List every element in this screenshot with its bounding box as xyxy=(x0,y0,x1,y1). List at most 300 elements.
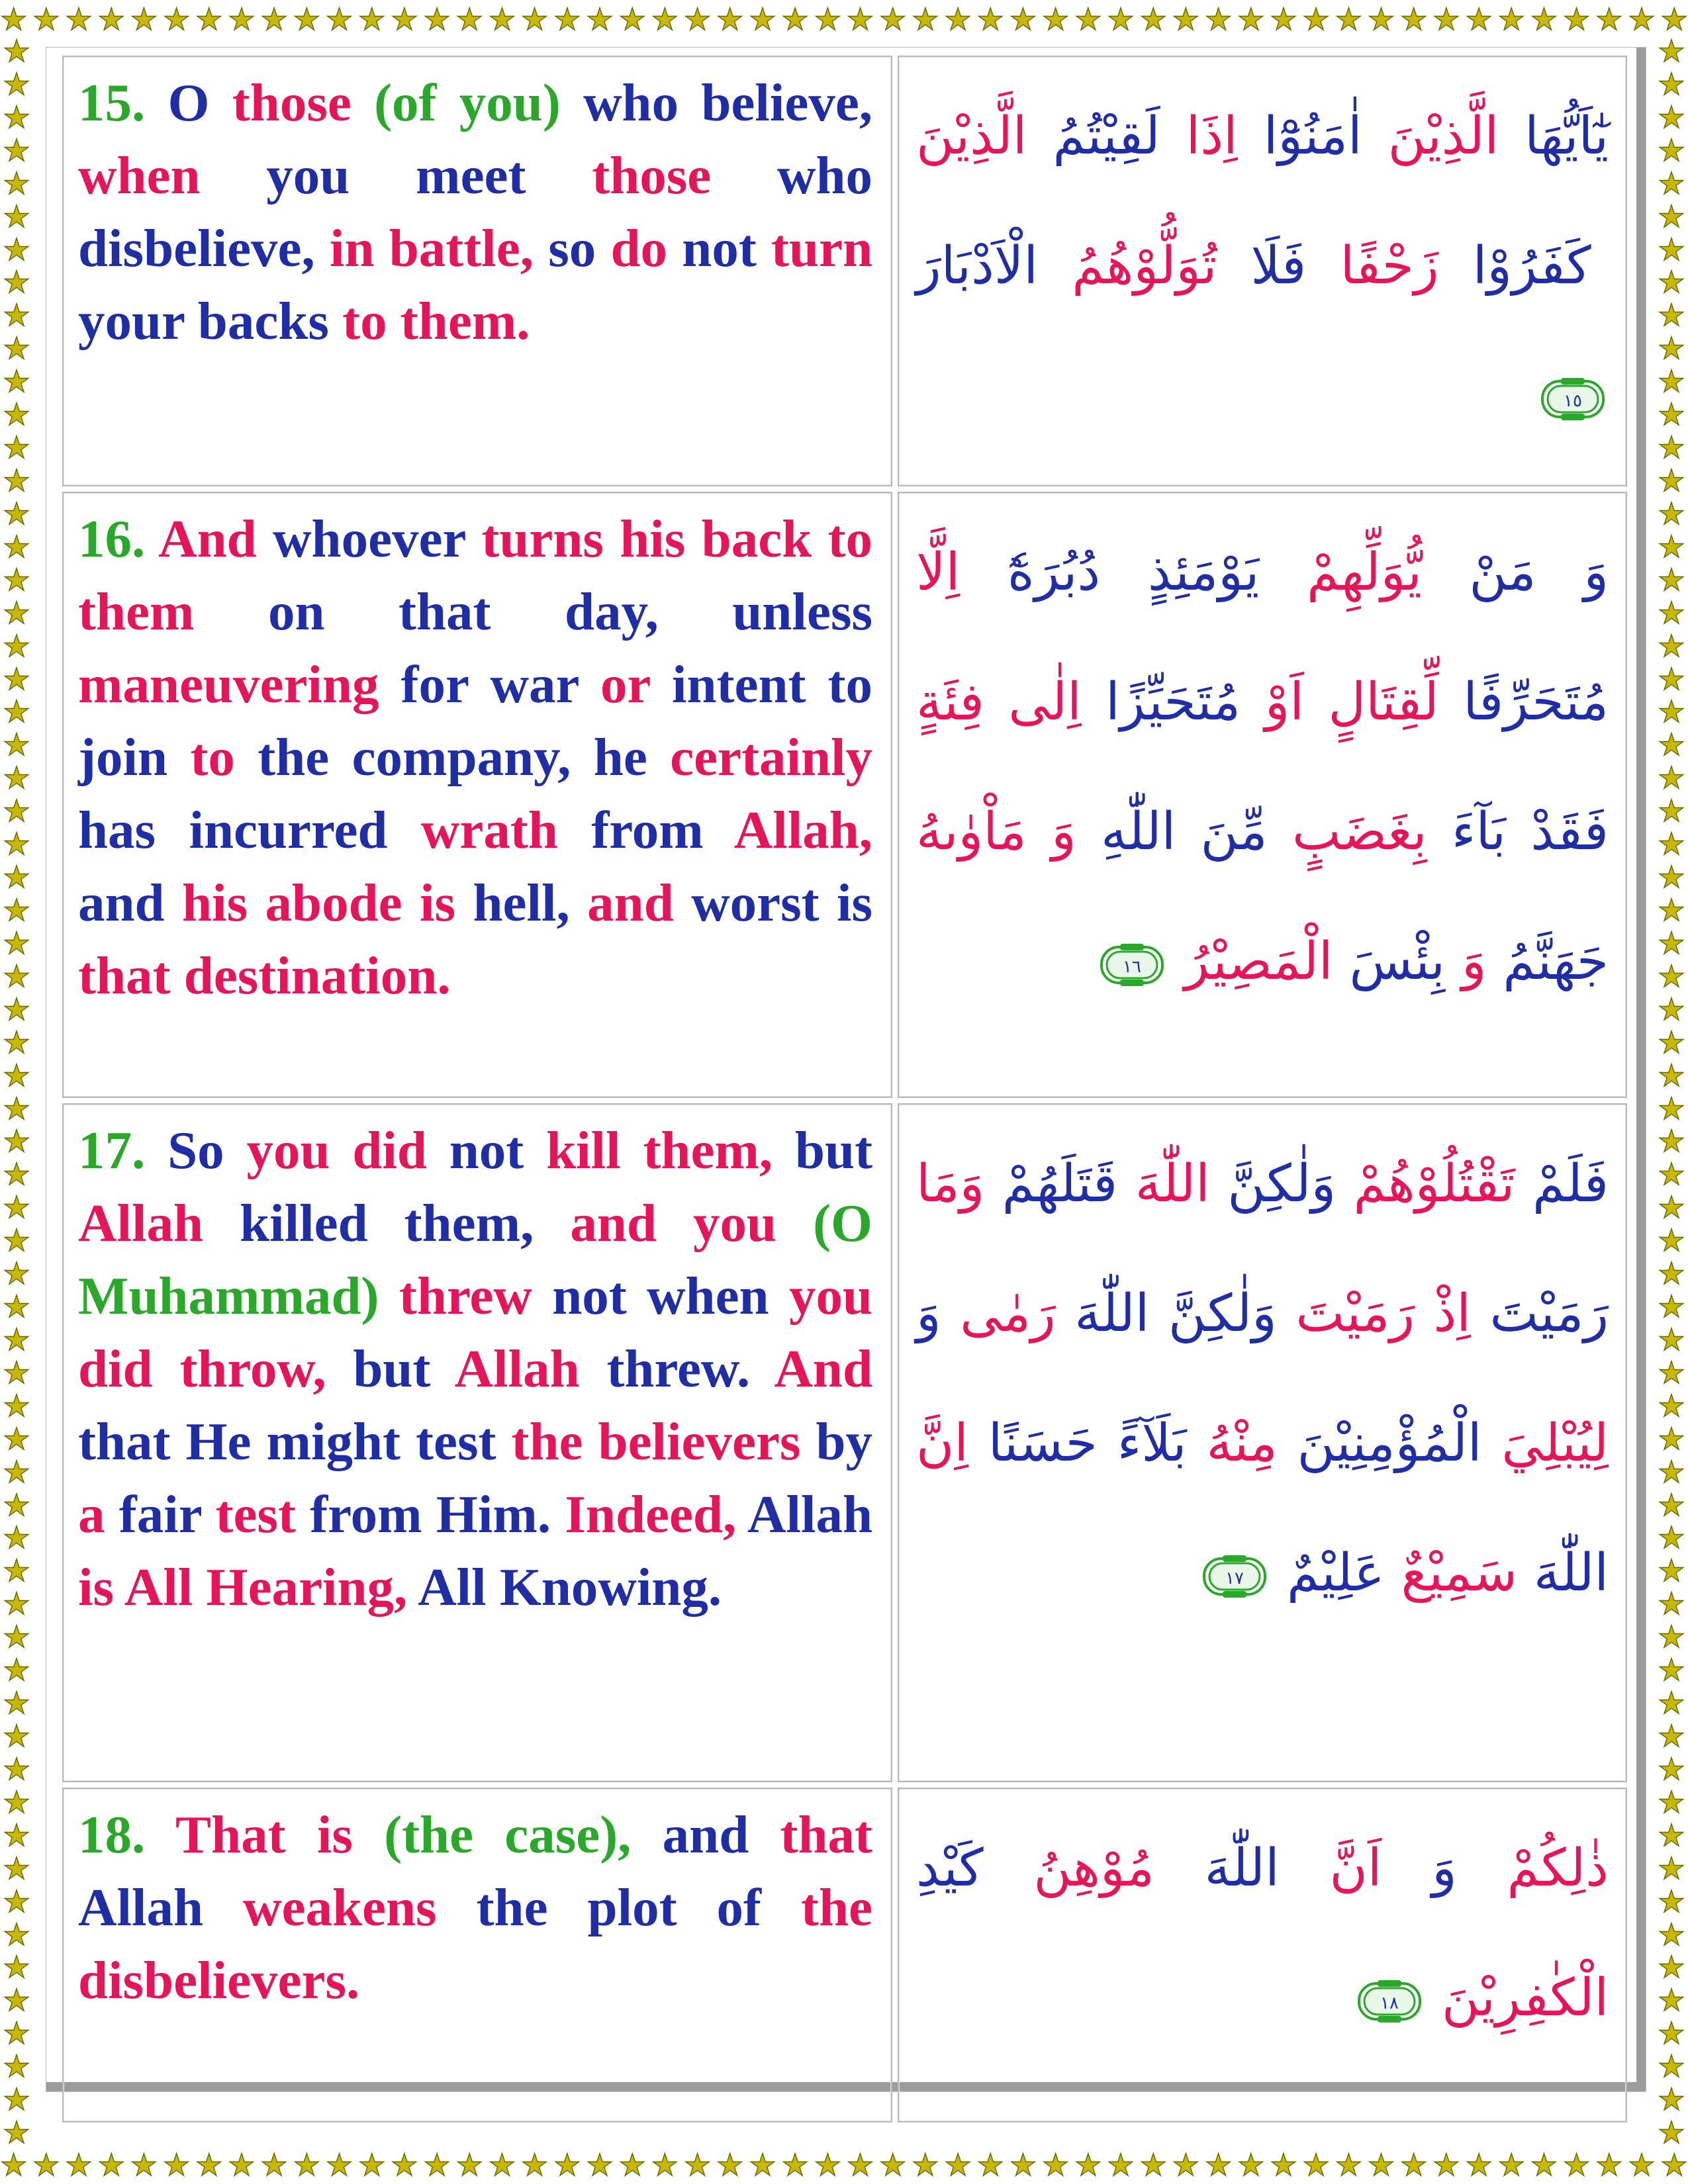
star-icon: ★ xyxy=(391,3,418,36)
star-icon: ★ xyxy=(1367,3,1395,36)
star-icon: ★ xyxy=(944,2148,972,2181)
english-text xyxy=(78,1805,872,2010)
star-icon: ★ xyxy=(3,958,30,994)
star-icon: ★ xyxy=(1658,132,1685,168)
star-border-left xyxy=(0,36,33,2148)
arabic-word: وَلٰكِنَّ xyxy=(1168,1284,1277,1343)
star-icon: ★ xyxy=(162,3,191,36)
arabic-word: الَّذِيْنَ xyxy=(916,107,1027,166)
arabic-word: يَوْمَئِذٍ xyxy=(1148,543,1260,602)
star-icon: ★ xyxy=(1530,3,1558,36)
english-phrase: when xyxy=(78,146,201,205)
star-icon: ★ xyxy=(1658,1453,1685,1490)
star-icon: ★ xyxy=(618,2148,646,2181)
english-phrase: your backs xyxy=(78,291,329,351)
ayah-number: ١٨ xyxy=(1380,1993,1399,2013)
arabic-word: وَلٰكِنَّ xyxy=(1227,1154,1336,1214)
arabic-word: وَ xyxy=(1461,932,1487,991)
star-icon: ★ xyxy=(3,2081,30,2118)
english-phrase: that He might test xyxy=(78,1412,496,1471)
arabic-word: مُتَحَرِّفًا xyxy=(1463,672,1609,732)
english-phrase: threw. xyxy=(606,1339,751,1398)
star-icon: ★ xyxy=(1335,3,1362,36)
star-icon: ★ xyxy=(1107,3,1135,36)
star-icon: ★ xyxy=(716,3,744,36)
english-phrase: Allah xyxy=(454,1339,580,1398)
english-translation-cell xyxy=(62,492,892,1098)
english-phrase: killed them, xyxy=(240,1193,534,1253)
star-icon: ★ xyxy=(228,2148,256,2181)
star-icon: ★ xyxy=(3,1255,30,1292)
star-icon: ★ xyxy=(1658,2048,1685,2085)
arabic-word: بِغَضَبٍ xyxy=(1291,802,1427,862)
arabic-text-cell xyxy=(898,1103,1627,1782)
arabic-word: اللّٰهَ xyxy=(1135,1154,1210,1214)
star-icon: ★ xyxy=(0,3,28,36)
arabic-word: مَاْوٰىهُ xyxy=(916,802,1027,862)
english-phrase: threw xyxy=(399,1266,532,1326)
arabic-word: اِنَّ xyxy=(916,1414,968,1473)
star-icon: ★ xyxy=(3,2015,30,2052)
star-icon: ★ xyxy=(3,1156,30,1193)
english-phrase: (O Muhammad) xyxy=(78,1193,873,1326)
star-icon: ★ xyxy=(455,3,483,36)
english-phrase: so xyxy=(548,218,596,278)
star-icon: ★ xyxy=(1658,1685,1685,1721)
english-text xyxy=(78,1120,872,1617)
verse-row xyxy=(62,56,1627,486)
arabic-word: مُتَحَيِّزًا xyxy=(1105,672,1241,732)
arabic-word: اللّٰهَ xyxy=(1204,1839,1280,1898)
star-icon: ★ xyxy=(3,1289,30,1325)
star-icon: ★ xyxy=(521,2148,549,2181)
english-phrase: That xyxy=(175,1805,286,1864)
star-icon: ★ xyxy=(1658,1718,1685,1754)
star-icon: ★ xyxy=(423,3,451,36)
star-icon: ★ xyxy=(1658,2015,1685,2052)
arabic-word: اٰمَنُوْٓا xyxy=(1263,107,1362,166)
star-icon: ★ xyxy=(1658,1586,1685,1622)
english-phrase: certainly xyxy=(670,727,873,787)
english-phrase: and xyxy=(587,873,674,933)
star-icon: ★ xyxy=(1563,2148,1591,2181)
star-icon: ★ xyxy=(3,36,30,69)
star-icon: ★ xyxy=(3,627,30,664)
star-icon: ★ xyxy=(3,1520,30,1556)
star-icon: ★ xyxy=(1658,958,1685,994)
english-phrase: you meet xyxy=(266,146,526,205)
star-icon: ★ xyxy=(1658,1883,1685,1919)
star-icon: ★ xyxy=(814,2148,841,2181)
english-phrase: O xyxy=(167,73,210,132)
star-icon: ★ xyxy=(1658,1486,1685,1523)
english-phrase: Indeed, xyxy=(565,1484,737,1544)
english-phrase: whoever xyxy=(273,509,465,569)
english-phrase: the xyxy=(476,1878,548,1937)
english-phrase: (of you) xyxy=(374,73,561,132)
english-phrase: do xyxy=(610,218,668,278)
star-icon: ★ xyxy=(1400,2148,1428,2181)
english-phrase: he xyxy=(593,727,647,787)
star-icon: ★ xyxy=(1658,99,1685,135)
star-icon: ★ xyxy=(130,2148,158,2181)
star-icon: ★ xyxy=(3,1057,30,1093)
star-icon: ★ xyxy=(228,3,256,36)
star-icon: ★ xyxy=(1658,1420,1685,1457)
star-icon: ★ xyxy=(1658,925,1685,961)
star-icon: ★ xyxy=(3,1850,30,1886)
star-icon: ★ xyxy=(1595,2148,1623,2181)
english-phrase: the believers xyxy=(511,1412,801,1471)
star-icon: ★ xyxy=(1530,2148,1558,2181)
star-icon: ★ xyxy=(1658,627,1685,664)
english-translation-cell xyxy=(62,1103,892,1782)
arabic-word: حَسَنًا xyxy=(988,1414,1098,1473)
star-icon: ★ xyxy=(651,3,679,36)
arabic-word: مُوْهِنُ xyxy=(1033,1839,1154,1898)
english-phrase: the disbelievers. xyxy=(78,1878,872,2010)
english-phrase: or xyxy=(600,655,650,714)
arabic-word: رَمَيْتَ xyxy=(1489,1284,1609,1343)
arabic-text xyxy=(916,543,1609,991)
english-phrase: Allah xyxy=(747,1484,873,1544)
star-icon: ★ xyxy=(781,2148,809,2181)
star-icon: ★ xyxy=(1658,1751,1685,1787)
star-icon: ★ xyxy=(3,1321,30,1357)
verse-table xyxy=(57,50,1632,2128)
star-icon: ★ xyxy=(1432,2148,1460,2181)
verse-number: 18. xyxy=(78,1805,146,1864)
star-icon: ★ xyxy=(1658,760,1685,796)
english-phrase: turns his back xyxy=(481,509,812,569)
star-icon: ★ xyxy=(3,760,30,796)
star-icon: ★ xyxy=(293,3,320,36)
star-icon: ★ xyxy=(3,1123,30,1160)
star-icon: ★ xyxy=(1658,891,1685,928)
arabic-text xyxy=(916,107,1609,296)
star-icon: ★ xyxy=(3,561,30,598)
english-phrase: that xyxy=(780,1805,872,1864)
star-icon: ★ xyxy=(1497,2148,1525,2181)
english-phrase: when xyxy=(647,1266,769,1326)
english-phrase: turn xyxy=(771,218,873,278)
english-phrase: has incurred xyxy=(78,800,388,860)
arabic-word: وَ xyxy=(1051,802,1076,862)
star-icon: ★ xyxy=(423,2148,451,2181)
star-icon: ★ xyxy=(260,2148,288,2181)
star-icon: ★ xyxy=(325,2148,353,2181)
star-icon: ★ xyxy=(1658,165,1685,201)
arabic-word: الْمَصِيْرُ xyxy=(1184,932,1333,991)
star-icon: ★ xyxy=(976,3,1004,36)
star-icon: ★ xyxy=(3,1420,30,1457)
arabic-word: عَلِيْمٌ xyxy=(1287,1543,1385,1603)
star-icon: ★ xyxy=(1658,991,1685,1027)
star-icon: ★ xyxy=(32,3,60,36)
english-phrase: to them xyxy=(78,509,873,641)
star-icon: ★ xyxy=(1658,264,1685,300)
star-icon: ★ xyxy=(1270,3,1297,36)
english-translation-cell xyxy=(62,1788,892,2122)
arabic-word: تُوَلُّوْهُمُ xyxy=(1072,236,1217,296)
star-icon: ★ xyxy=(391,2148,418,2181)
star-icon: ★ xyxy=(1432,3,1460,36)
star-icon: ★ xyxy=(1658,1222,1685,1259)
arabic-word: كَفَرُوْا xyxy=(1472,236,1591,296)
english-phrase: hell, xyxy=(473,873,570,933)
arabic-word: يٰٓاَيُّهَا xyxy=(1524,107,1609,166)
star-icon: ★ xyxy=(1658,859,1685,895)
star-icon: ★ xyxy=(1302,3,1330,36)
star-icon: ★ xyxy=(3,165,30,201)
star-icon: ★ xyxy=(1658,1916,1685,1952)
star-icon: ★ xyxy=(1658,231,1685,267)
arabic-word: دُبُرَهٗٓ xyxy=(1007,543,1101,602)
star-icon: ★ xyxy=(3,1354,30,1390)
english-phrase: Allah xyxy=(78,1193,204,1253)
english-phrase: maneuvering xyxy=(78,655,379,714)
arabic-word: تَقْتُلُوْهُمْ xyxy=(1353,1154,1515,1214)
star-icon: ★ xyxy=(3,1685,30,1721)
ayah-end-marker-icon xyxy=(1541,377,1605,421)
star-icon: ★ xyxy=(130,3,158,36)
arabic-text-cell xyxy=(898,492,1627,1098)
english-phrase: who believe, xyxy=(583,73,873,132)
star-icon: ★ xyxy=(3,297,30,334)
star-icon: ★ xyxy=(1658,198,1685,234)
arabic-word: الْكٰفِرِيْنَ xyxy=(1441,1968,1609,2028)
star-icon: ★ xyxy=(3,1652,30,1688)
english-phrase: to join xyxy=(78,655,872,787)
english-phrase: kill them, xyxy=(546,1120,773,1180)
english-phrase: who disbelieve, xyxy=(78,146,872,278)
star-icon: ★ xyxy=(1658,727,1685,763)
english-phrase: to them. xyxy=(342,291,530,351)
english-phrase: All Knowing. xyxy=(418,1557,722,1617)
star-icon: ★ xyxy=(683,3,712,36)
arabic-word: لَقِيْتُمُ xyxy=(1053,107,1160,166)
arabic-word: اِذَا xyxy=(1186,107,1238,166)
arabic-word: رَمَيْتَ xyxy=(1295,1284,1415,1343)
star-icon: ★ xyxy=(293,2148,320,2181)
star-icon: ★ xyxy=(195,3,223,36)
english-phrase: those xyxy=(232,73,352,132)
verse-row xyxy=(62,1788,1627,2122)
english-text xyxy=(78,509,872,1005)
star-icon: ★ xyxy=(358,3,386,36)
star-icon: ★ xyxy=(1658,694,1685,730)
star-icon: ★ xyxy=(1237,3,1265,36)
star-icon: ★ xyxy=(3,793,30,829)
star-icon: ★ xyxy=(1658,36,1685,69)
star-icon: ★ xyxy=(3,594,30,631)
star-icon: ★ xyxy=(1658,1321,1685,1357)
star-icon: ★ xyxy=(1658,1123,1685,1160)
star-icon: ★ xyxy=(749,2148,776,2181)
verse-number: 17. xyxy=(78,1120,146,1180)
star-icon: ★ xyxy=(3,430,30,466)
star-icon: ★ xyxy=(1042,2148,1070,2181)
star-icon: ★ xyxy=(3,1982,30,2019)
verse-number: 15. xyxy=(78,73,146,132)
star-icon: ★ xyxy=(1658,495,1685,531)
arabic-word: الْاَدْبَارَ xyxy=(916,236,1039,296)
star-icon: ★ xyxy=(1139,2148,1167,2181)
star-icon: ★ xyxy=(1172,2148,1199,2181)
english-phrase: abode xyxy=(265,873,402,933)
star-icon: ★ xyxy=(1658,1255,1685,1292)
star-icon: ★ xyxy=(1042,3,1070,36)
arabic-text xyxy=(916,1154,1609,1603)
star-icon: ★ xyxy=(358,2148,386,2181)
star-icon: ★ xyxy=(1139,3,1167,36)
arabic-word: رَمٰى xyxy=(960,1284,1056,1343)
english-phrase: you xyxy=(246,1120,330,1180)
star-icon: ★ xyxy=(3,727,30,763)
star-icon: ★ xyxy=(1563,3,1591,36)
star-icon: ★ xyxy=(1658,1949,1685,1985)
arabic-text-cell xyxy=(898,1788,1627,2122)
star-icon: ★ xyxy=(1107,2148,1135,2181)
arabic-word: اِذْ xyxy=(1433,1284,1471,1343)
star-icon: ★ xyxy=(3,1024,30,1060)
english-phrase: from Him. xyxy=(310,1484,551,1544)
star-icon: ★ xyxy=(1658,363,1685,400)
english-phrase: those xyxy=(592,146,712,205)
star-icon: ★ xyxy=(1658,1354,1685,1390)
star-icon: ★ xyxy=(3,330,30,367)
star-icon: ★ xyxy=(879,2148,907,2181)
star-icon: ★ xyxy=(3,1387,30,1424)
english-phrase: did xyxy=(352,1120,427,1180)
star-icon: ★ xyxy=(1465,2148,1493,2181)
star-icon: ★ xyxy=(1628,3,1656,36)
english-phrase: that destination. xyxy=(78,946,451,1005)
star-icon: ★ xyxy=(1658,561,1685,598)
english-phrase: but xyxy=(353,1339,431,1398)
star-icon: ★ xyxy=(3,1883,30,1919)
star-icon: ★ xyxy=(488,3,516,36)
star-icon: ★ xyxy=(586,3,614,36)
star-icon: ★ xyxy=(3,826,30,862)
star-icon: ★ xyxy=(1658,594,1685,631)
english-phrase: and xyxy=(570,1193,657,1253)
star-icon: ★ xyxy=(3,1553,30,1589)
star-icon: ★ xyxy=(1658,430,1685,466)
arabic-word: مِّنَ اللّٰهِ xyxy=(1101,802,1268,862)
star-icon: ★ xyxy=(1658,1619,1685,1655)
star-icon: ★ xyxy=(3,660,30,697)
arabic-word: اِلٰى xyxy=(1008,672,1082,732)
arabic-word: مِنْهُ xyxy=(1206,1414,1278,1473)
star-icon: ★ xyxy=(3,2115,30,2148)
star-icon: ★ xyxy=(3,495,30,531)
ayah-end-marker-icon xyxy=(1100,943,1164,987)
star-icon: ★ xyxy=(1074,3,1102,36)
star-icon: ★ xyxy=(553,3,581,36)
star-icon: ★ xyxy=(912,2148,939,2181)
verse-number: 16. xyxy=(78,509,146,569)
arabic-word: فَلَا xyxy=(1250,236,1307,296)
star-icon: ★ xyxy=(1658,1982,1685,2019)
star-icon: ★ xyxy=(1658,660,1685,697)
star-icon: ★ xyxy=(521,3,549,36)
english-phrase: is xyxy=(420,873,456,933)
star-icon: ★ xyxy=(3,462,30,498)
arabic-word: وَ xyxy=(1432,1839,1457,1898)
arabic-word: اللّٰهَ xyxy=(1533,1543,1609,1603)
english-phrase: fair xyxy=(118,1484,202,1544)
star-icon: ★ xyxy=(260,3,288,36)
ayah-number: ١٥ xyxy=(1564,390,1582,411)
ayah-end-marker-icon xyxy=(1203,1555,1266,1598)
arabic-word: اللّٰهَ xyxy=(1074,1284,1150,1343)
star-icon: ★ xyxy=(3,891,30,928)
arabic-word: الَّذِيْنَ xyxy=(1387,107,1499,166)
english-translation-cell xyxy=(62,56,892,486)
star-icon: ★ xyxy=(1658,1090,1685,1126)
arabic-word: اَنَّ xyxy=(1329,1839,1382,1898)
english-phrase: for war xyxy=(400,655,579,714)
star-icon: ★ xyxy=(944,3,972,36)
star-icon: ★ xyxy=(3,1817,30,1853)
star-icon: ★ xyxy=(1400,3,1428,36)
star-icon: ★ xyxy=(1658,793,1685,829)
arabic-word: لِّقِتَالٍ xyxy=(1328,672,1439,732)
star-icon: ★ xyxy=(3,1090,30,1126)
english-phrase: a xyxy=(78,1484,105,1544)
english-phrase: on that day, unless xyxy=(267,582,872,641)
arabic-word: وَ xyxy=(916,1284,941,1343)
star-icon: ★ xyxy=(1658,1652,1685,1688)
english-phrase: plot xyxy=(587,1878,677,1937)
star-icon: ★ xyxy=(1658,528,1685,565)
star-icon: ★ xyxy=(3,231,30,267)
verse-row xyxy=(62,492,1627,1098)
star-icon: ★ xyxy=(3,1486,30,1523)
star-icon: ★ xyxy=(1172,3,1199,36)
star-icon: ★ xyxy=(1074,2148,1102,2181)
star-icon: ★ xyxy=(846,3,874,36)
arabic-word: قَتَلَهُمْ xyxy=(1002,1154,1118,1214)
star-icon: ★ xyxy=(65,2148,93,2181)
star-icon: ★ xyxy=(3,1222,30,1259)
star-icon: ★ xyxy=(3,66,30,102)
star-icon: ★ xyxy=(651,2148,679,2181)
star-icon: ★ xyxy=(325,3,353,36)
star-icon: ★ xyxy=(618,3,646,36)
star-icon: ★ xyxy=(1658,1387,1685,1424)
english-phrase: to xyxy=(190,727,235,787)
english-text xyxy=(78,73,872,351)
english-phrase: but xyxy=(794,1120,873,1180)
star-icon: ★ xyxy=(879,3,907,36)
ayah-end-marker-icon xyxy=(1358,1979,1421,2023)
star-icon: ★ xyxy=(1658,1850,1685,1886)
star-icon: ★ xyxy=(1658,1189,1685,1226)
star-border-bottom xyxy=(0,2148,1688,2181)
star-icon: ★ xyxy=(749,3,776,36)
star-icon: ★ xyxy=(1628,2148,1656,2181)
star-icon: ★ xyxy=(1658,297,1685,334)
english-phrase: intent xyxy=(672,655,806,714)
arabic-word: جَهَنَّمُ xyxy=(1503,932,1609,991)
star-icon: ★ xyxy=(553,2148,581,2181)
star-icon: ★ xyxy=(65,3,93,36)
star-icon: ★ xyxy=(1497,3,1525,36)
star-icon: ★ xyxy=(1009,3,1037,36)
arabic-word: الْمُؤْمِنِيْنَ xyxy=(1297,1414,1482,1473)
